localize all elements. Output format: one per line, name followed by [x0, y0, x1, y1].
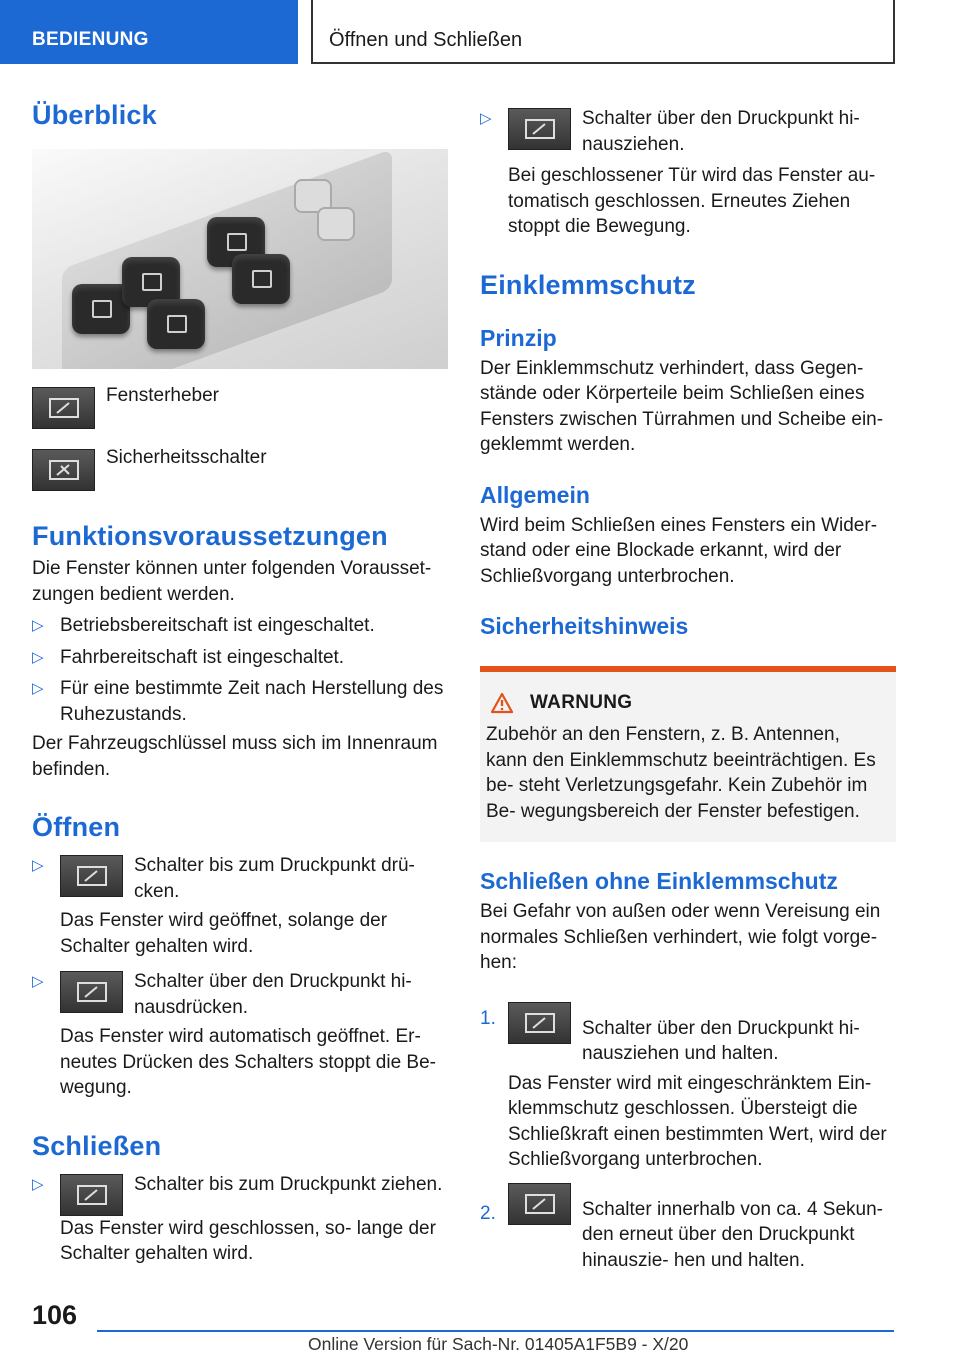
step-text: Schalter über den Druckpunkt hi- nausziehen. [582, 108, 860, 155]
step-number: 2. [480, 1202, 496, 1224]
list-item-text: Fahrbereitschaft ist eingeschaltet. [60, 646, 345, 668]
requirements-note: Der Fahrzeugschlüssel muss sich im Innenraum befinden. [32, 733, 438, 780]
overview-item-safety-switch [32, 449, 448, 491]
window-lift-switch-icon [60, 971, 123, 1013]
step-detail: Das Fenster wird automatisch geöffnet. Er- neutes Drücken des Schalters stoppt die Be- wegung. [60, 1026, 436, 1098]
window-lift-switch-icon [60, 855, 123, 897]
pinch-heading: Einklemmschutz [480, 269, 696, 300]
general-text: Wird beim Schließen eines Fensters ein Wider- stand oder eine Blockade erkannt, wird der Schließvorgang unterbrochen. [480, 514, 878, 587]
window-lift-switch-icon [508, 1002, 571, 1044]
window-lift-switch-icon [508, 108, 571, 150]
warning-text: Zubehör an den Fenstern, z. B. Antennen, kann den Einklemmschutz beeinträchtigen. Es be- steht Verletzungsgefahr. Kein Zubehör im Be- wegungsbereich der Fenster befestigen. [486, 724, 876, 822]
overview-label: Sicherheitsschalter [106, 447, 267, 468]
step-detail: Das Fenster wird geschlossen, so- lange der Schalter gehalten wird. [60, 1217, 436, 1264]
bullet-triangle-icon: ▷ [32, 857, 44, 874]
list-item-text: Betriebsbereitschaft ist eingeschaltet. [60, 615, 375, 636]
photo-mirror-button-2 [317, 207, 355, 241]
override-intro: Bei Gefahr von außen oder wenn Vereisung ein normales Schließen verhindert, wie folgt vorge- hen: [480, 901, 881, 973]
override-step [480, 1181, 896, 1274]
photo-switch-5 [232, 254, 290, 304]
list-item [32, 645, 448, 671]
step-detail: Das Fenster wird geöffnet, solange der Schalter gehalten wird. [60, 910, 388, 957]
opening-heading: Öffnen [32, 812, 121, 842]
window-lift-switch-icon [508, 1183, 571, 1225]
photo-switch-3 [147, 299, 205, 349]
chapter-header [311, 0, 895, 64]
closing-step [480, 106, 896, 240]
window-switch-photo [32, 149, 448, 369]
overview-heading: Überblick [32, 100, 157, 130]
requirements-list [32, 613, 448, 727]
requirements-heading: Funktionsvoraussetzungen [32, 521, 388, 551]
overview-label: Fensterheber [106, 385, 220, 406]
bullet-triangle-icon: ▷ [32, 973, 44, 990]
step-detail: Bei geschlossener Tür wird das Fenster au- tomatisch geschlossen. Erneutes Ziehen stoppt die Bewegung. [508, 165, 876, 237]
list-item [32, 676, 448, 727]
page-number: 106 [32, 1300, 78, 1330]
bullet-triangle-icon: ▷ [32, 617, 44, 634]
section-tab [0, 0, 298, 64]
section-title: BEDIENUNG [32, 29, 149, 50]
general-heading: Allgemein [480, 481, 590, 508]
step-text: Schalter über den Druckpunkt hi- nausziehen und halten. [582, 1017, 860, 1064]
warning-triangle-icon [490, 692, 514, 714]
left-column [32, 100, 448, 1267]
safety-heading: Sicherheitshinweis [480, 613, 689, 639]
chapter-title: Öffnen und Schließen [329, 29, 523, 51]
requirements-intro: Die Fenster können unter folgenden Vorausset- zungen bedient werden. [32, 558, 432, 605]
warning-box [480, 666, 896, 842]
opening-step [32, 969, 448, 1101]
closing-step [32, 1172, 448, 1267]
safety-switch-icon [32, 449, 95, 491]
window-lift-switch-icon [60, 1174, 123, 1216]
list-item-text: Für eine bestimmte Zeit nach Herstellung des Ruhezustands. [60, 678, 444, 725]
warning-label: WARNUNG [530, 692, 633, 713]
bullet-triangle-icon: ▷ [480, 110, 492, 127]
bullet-triangle-icon: ▷ [32, 1175, 44, 1193]
list-item [32, 613, 448, 639]
step-text: Schalter bis zum Druckpunkt drü- cken. [134, 855, 415, 902]
principle-text: Der Einklemmschutz verhindert, dass Gegen- stände oder Körperteile beim Schließen eines Fensters zwischen Türrahmen und Scheibe ein- geklemmt werden. [480, 357, 884, 455]
override-heading: Schließen ohne Einklemmschutz [480, 868, 838, 894]
opening-step [32, 853, 448, 959]
closing-heading: Schließen [32, 1130, 162, 1161]
step-number: 1. [480, 1007, 496, 1029]
bullet-triangle-icon: ▷ [32, 680, 44, 697]
bullet-triangle-icon: ▷ [32, 648, 44, 666]
step-text: Schalter innerhalb von ca. 4 Sekun- den erneut über den Druckpunkt hinauszie- hen und halten. [582, 1198, 884, 1271]
overview-item-window-lift [32, 387, 448, 429]
footer-divider [97, 1330, 894, 1332]
right-column [480, 106, 896, 1273]
principle-heading: Prinzip [480, 324, 557, 351]
override-step [480, 986, 896, 1173]
footer-version-text: Online Version für Sach-Nr. 01405A1F5B9 - X/20 [308, 1334, 689, 1354]
step-text: Schalter bis zum Druckpunkt ziehen. [134, 1173, 443, 1195]
window-lift-switch-icon [32, 387, 95, 429]
step-text: Schalter über den Druckpunkt hi- nausdrücken. [134, 971, 412, 1018]
step-detail: Das Fenster wird mit eingeschränktem Ein- klemmschutz geschlossen. Übersteigt die Schließkraft einen bestimmten Wert, wird der Schließvorgang unterbrochen. [508, 1072, 887, 1170]
